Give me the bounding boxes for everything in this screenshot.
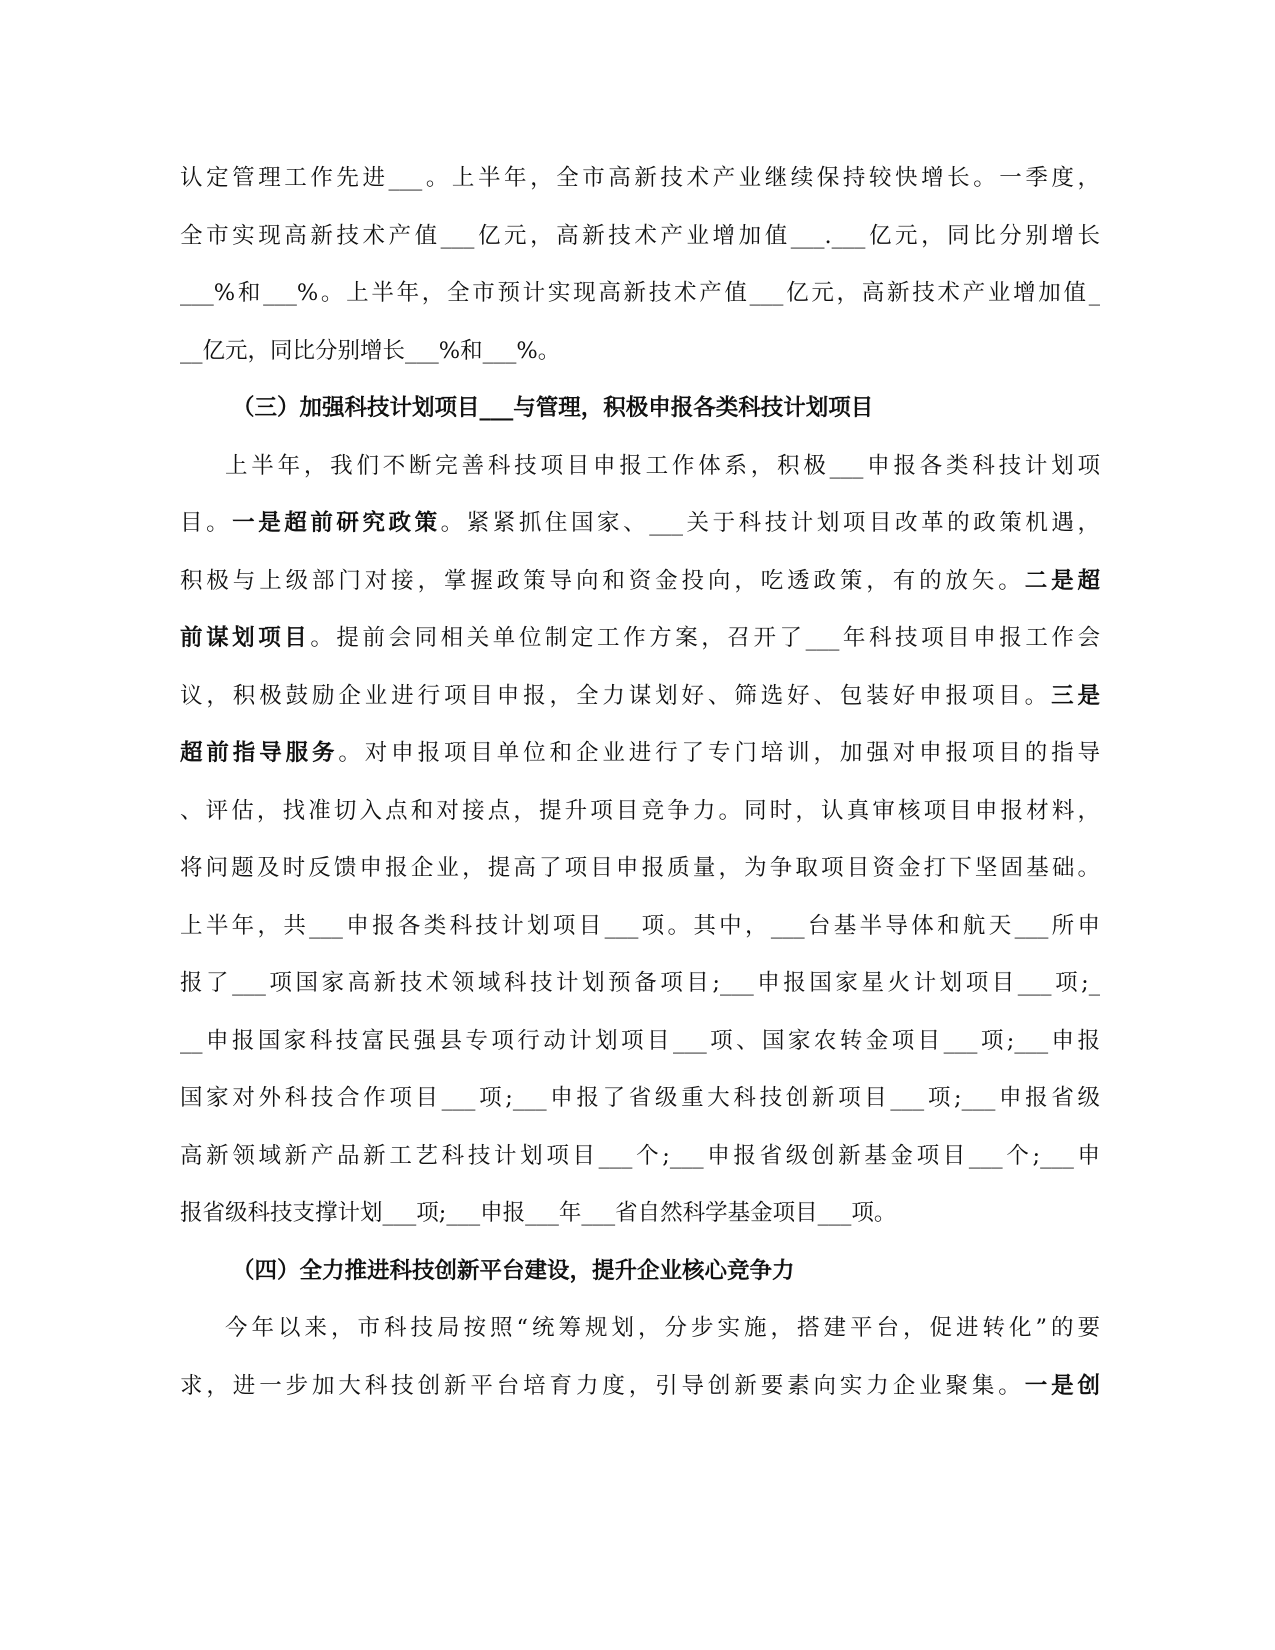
text-run: 议，积极鼓励企业进行项目申报，全力谋划好、筛选好、包装好申报项目。 [180,682,1052,709]
text-run: 求，进一步加大科技创新平台培育力度，引导创新要素向实力企业聚集。 [180,1372,1025,1399]
text-run: 。紧紧抓住国家、___关于科技计划项目改革的政策机遇， [440,510,1100,536]
document-page [180,150,1100,1415]
bold-text-run: 一是超前研究政策 [232,510,441,536]
text-run: 高新领域新产品新工艺科技计划项目___个;___申报省级创新基金项目___个;___申 [180,1142,1100,1169]
text-line [180,208,1100,266]
text-line [180,668,1100,726]
text-line [180,1128,1100,1186]
text-line [180,783,1100,841]
text-line [180,955,1100,1013]
text-line [180,150,1100,208]
text-line [180,553,1100,611]
bold-text-run: 超前指导服务 [180,740,339,766]
text-run: 目。 [180,510,233,536]
text-run: 上半年，我们不断完善科技项目申报工作体系，积极___申报各类科技计划项 [225,452,1100,479]
bold-text-run: 前谋划项目 [180,625,311,651]
bold-text-run: 三是 [1051,682,1100,709]
text-run: __申报国家科技富民强县专项行动计划项目___项、国家农转金项目___项;___申报 [180,1027,1100,1054]
heading-text: （三）加强科技计划项目___与管理，积极申报各类科技计划项目 [232,395,874,421]
text-line [180,1358,1100,1416]
text-line [180,323,1100,381]
text-line [180,725,1100,783]
text-run: 全市实现高新技术产值___亿元，高新技术产业增加值___.___亿元，同比分别增长 [180,222,1100,249]
text-run: __亿元，同比分别增长___%和___%。 [180,337,561,364]
text-line [180,840,1100,898]
text-line [180,265,1100,323]
bold-text-run: 二是超 [1024,567,1100,594]
text-run: 认定管理工作先进___。上半年，全市高新技术产业继续保持较快增长。一季度， [180,165,1100,191]
text-run: 报了___项国家高新技术领域科技计划预备项目;___申报国家星火计划项目___项;_ [180,970,1100,996]
text-run: 上半年，共___申报各类科技计划项目___项。其中，___台基半导体和航天___所申 [180,912,1100,939]
text-line [180,610,1100,668]
text-line [180,898,1100,956]
section-heading [180,380,1100,438]
text-line [180,1300,1100,1358]
heading-text: （四）全力推进科技创新平台建设，提升企业核心竞争力 [232,1257,795,1284]
text-run: 。对申报项目单位和企业进行了专门培训，加强对申报项目的指导 [338,740,1100,766]
text-run: 。提前会同相关单位制定工作方案，召开了___年科技项目申报工作会 [310,625,1100,651]
text-run: 国家对外科技合作项目___项;___申报了省级重大科技创新项目___项;___申报省级 [180,1085,1100,1111]
bold-text-run: 一是创 [1024,1372,1100,1399]
text-run: 、评估，找准切入点和对接点，提升项目竞争力。同时，认真审核项目申报材料， [180,797,1100,824]
text-line [180,1013,1100,1071]
text-run: 今年以来，市科技局按照“统筹规划，分步实施，搭建平台，促进转化”的要 [225,1315,1100,1341]
text-line [180,438,1100,496]
text-run: 将问题及时反馈申报企业，提高了项目申报质量，为争取项目资金打下坚固基础。 [180,855,1100,881]
text-line [180,495,1100,553]
text-line [180,1070,1100,1128]
text-run: ___%和___%。上半年，全市预计实现高新技术产值___亿元，高新技术产业增加值_ [180,280,1100,306]
text-run: 积极与上级部门对接，掌握政策导向和资金投向，吃透政策，有的放矢。 [180,567,1025,594]
text-run: 报省级科技支撑计划___项;___申报___年___省自然科学基金项目___项。 [180,1200,897,1226]
section-heading [180,1243,1100,1301]
text-line [180,1185,1100,1243]
